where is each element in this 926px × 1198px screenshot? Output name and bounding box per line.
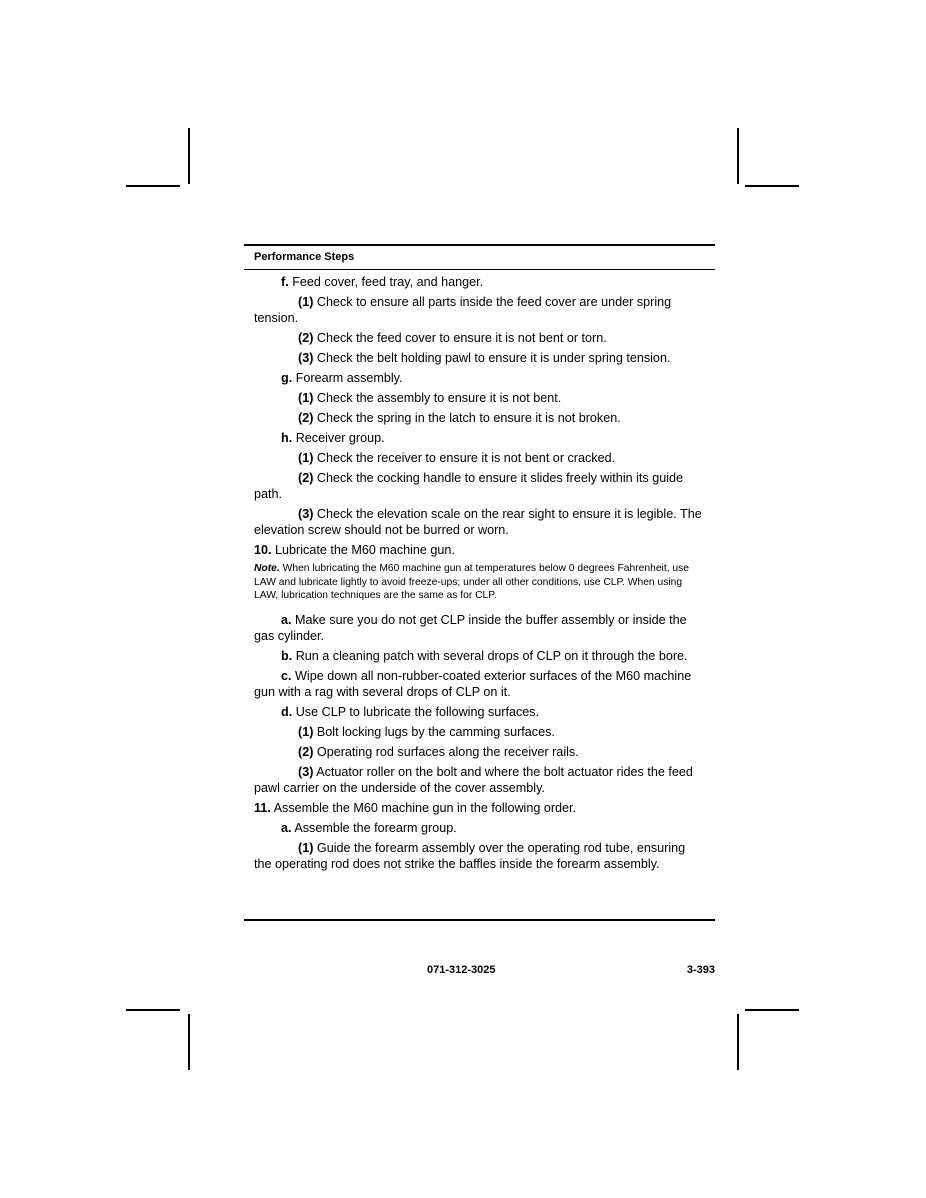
step-f-1: (1) Check to ensure all parts inside the feed cover are under spring tension. [254,295,672,325]
performance-steps-body [254,274,706,876]
step-f-2: (2) Check the feed cover to ensure it is not bent or torn. [298,331,607,345]
crop-mark-bottom-left-horizontal [126,1009,180,1011]
step-10-d-1: (1) Bolt locking lugs by the camming surfaces. [298,724,555,739]
top-rule [244,244,715,246]
step-g-1: (1) Check the assembly to ensure it is not bent. [298,391,562,405]
crop-mark-top-right-horizontal [745,185,799,187]
page-content [244,244,715,921]
step-g-2: (2) Check the spring in the latch to ensure it is not broken. [298,411,621,425]
step-h: h. Receiver group. [281,431,385,445]
step-10-b: b. Run a cleaning patch with several drops of CLP on it through the bore. [281,648,688,663]
step-11-a-1: (1) Guide the forearm assembly over the operating rod tube, ensuring the operating rod does not strike the baffles inside the forearm assembly. [254,840,686,871]
step-11: 11. Assemble the M60 machine gun in the following order. [254,800,577,815]
crop-mark-top-right-vertical [737,128,739,184]
crop-mark-top-left-horizontal [126,185,180,187]
step-h-1: (1) Check the receiver to ensure it is not bent or cracked. [298,451,616,465]
section-title: Performance Steps [254,251,355,263]
crop-mark-top-left-vertical [188,128,190,184]
step-10: 10. Lubricate the M60 machine gun. [254,543,455,557]
step-10-c: c. Wipe down all non-rubber-coated exterior surfaces of the M60 machine gun with a rag with several drops of CLP on it. [254,668,692,699]
bottom-rule [244,919,715,921]
crop-mark-bottom-right-vertical [737,1014,739,1070]
step-f-3: (3) Check the belt holding pawl to ensure it is under spring tension. [298,351,671,365]
task-number: 071-312-3025 [427,964,496,976]
lubrication-note: Note. When lubricating the M60 machine gun at temperatures below 0 degrees Fahrenheit, use LAW and lubricate lightly to avoid freeze-ups; under all other conditions, use CLP. When using LAW, lubrication techniques are the same as for CLP. [254,563,690,601]
step-h-3: (3) Check the elevation scale on the rear sight to ensure it is legible. The elevation screw should not be burred or worn. [254,507,702,537]
step-10-d: d. Use CLP to lubricate the following surfaces. [281,704,540,719]
header-rule [244,269,715,270]
step-h-2: (2) Check the cocking handle to ensure it slides freely within its guide path. [254,471,684,501]
page-number: 3-393 [686,964,715,976]
step-f: f. Feed cover, feed tray, and hanger. [281,275,484,289]
crop-mark-bottom-left-vertical [188,1014,190,1070]
crop-mark-bottom-right-horizontal [745,1009,799,1011]
step-10-d-2: (2) Operating rod surfaces along the receiver rails. [298,744,579,759]
step-g: g. Forearm assembly. [281,371,403,385]
step-11-a: a. Assemble the forearm group. [281,820,457,835]
step-10-a: a. Make sure you do not get CLP inside the buffer assembly or inside the gas cylinder. [254,612,687,643]
step-10-d-3: (3) Actuator roller on the bolt and where the bolt actuator rides the feed pawl carrier on the underside of the cover assembly. [254,764,693,795]
